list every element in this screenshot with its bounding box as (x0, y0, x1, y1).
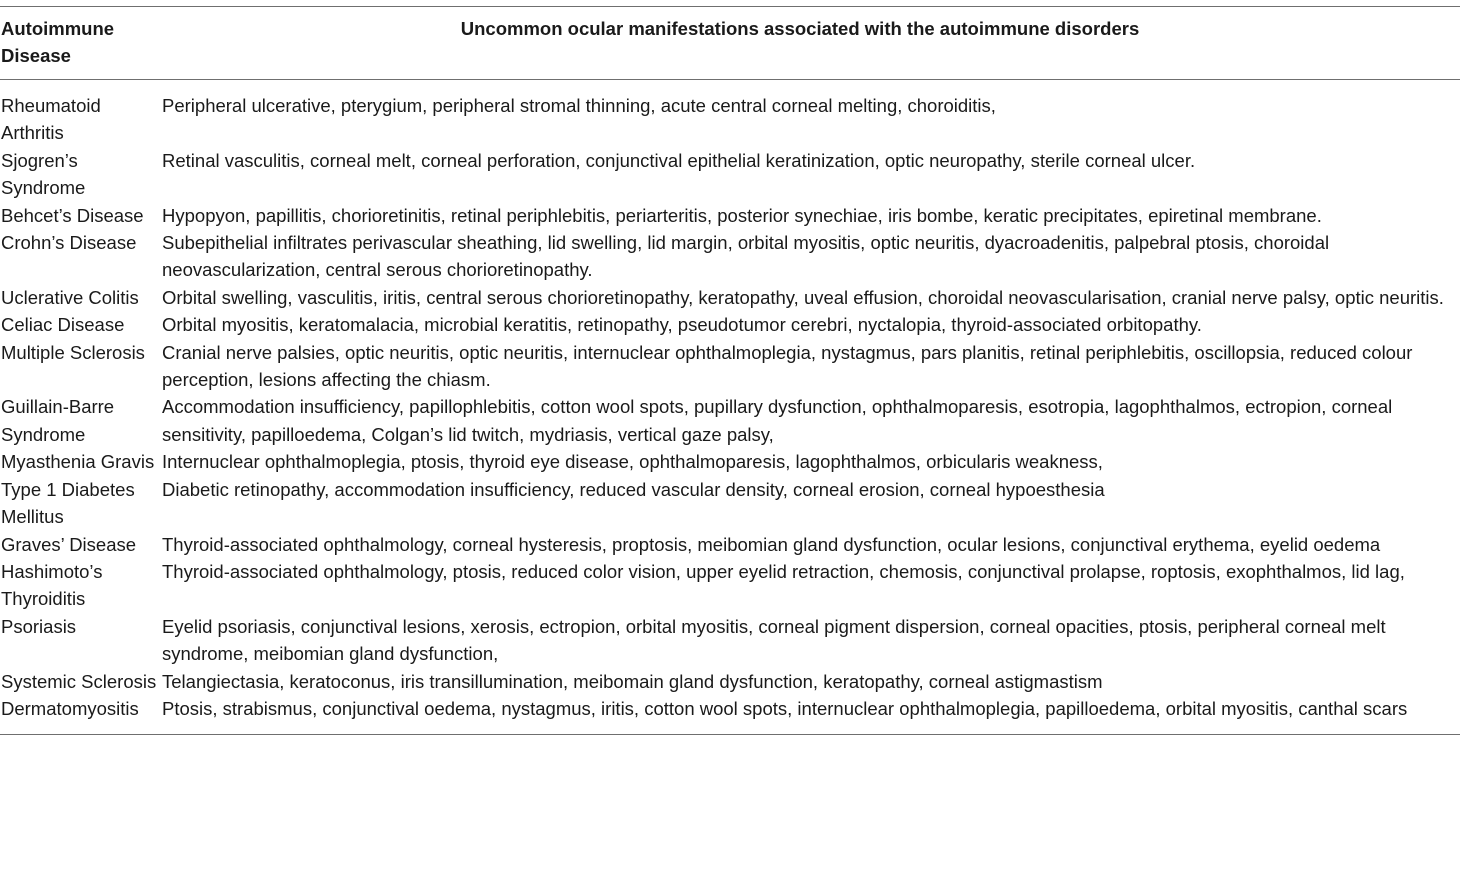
disease-cell: Rheumatoid Arthritis (1, 95, 101, 144)
disease-cell: Guillain-Barre Syndrome (1, 396, 115, 445)
disease-cell: Dermatomyositis (1, 697, 139, 719)
manifestations-cell: Internuclear ophthalmoplegia, ptosis, thyroid eye disease, ophthalmoparesis, lagophthalmos, orbicularis weakness, (162, 451, 1103, 473)
disease-cell: Crohn’s Disease (1, 232, 137, 254)
disease-cell: Psoriasis (1, 615, 77, 637)
manifestations-cell: Peripheral ulcerative, pterygium, peripheral stromal thinning, acute central corneal melting, choroiditis, (162, 95, 996, 116)
table-row (0, 695, 1460, 735)
table-body (0, 80, 1460, 735)
manifestations-cell: Thyroid-associated ophthalmology, corneal hysteresis, proptosis, meibomian gland dysfunction, ocular lesions, conjunctival erythema, eyelid oedema (162, 533, 1381, 555)
table-row (0, 558, 1460, 613)
disease-cell: Systemic Sclerosis (1, 670, 157, 692)
table-row (0, 147, 1460, 202)
table-row (0, 339, 1460, 394)
disease-cell: Type 1 Diabetes Mellitus (1, 478, 135, 528)
manifestations-cell: Cranial nerve palsies, optic neuritis, optic neuritis, internuclear ophthalmoplegia, nystagmus, pars planitis, retinal periphlebitis, oscillopsia, reduced colour perception, lesions affecting the chiasm. (162, 341, 1413, 391)
manifestations-cell: Ptosis, strabismus, conjunctival oedema, nystagmus, iritis, cotton wool spots, internuclear ophthalmoplegia, papilloedema, orbital myositis, canthal scars (162, 697, 1408, 719)
manifestations-cell: Thyroid-associated ophthalmology, ptosis, reduced color vision, upper eyelid retraction, chemosis, conjunctival prolapse, roptosis, exophthalmos, lid lag, (162, 560, 1405, 582)
header-disease: Autoimmune Disease (0, 7, 160, 80)
ocular-manifestations-table (0, 6, 1460, 735)
manifestations-cell: Accommodation insufficiency, papillophlebitis, cotton wool spots, pupillary dysfunction, ophthalmoparesis, esotropia, lagophthalmos, ectropion, corneal sensitivity, papilloedema, Colgan’s lid twitch, mydriasis, vertical gaze palsy, (162, 396, 1393, 445)
table-row (0, 202, 1460, 229)
manifestations-cell: Orbital swelling, vasculitis, iritis, central serous chorioretinopathy, keratopathy, uveal effusion, choroidal neovascularisation, cranial nerve palsy, optic neuritis. (162, 286, 1444, 308)
table-row (0, 229, 1460, 284)
table-row (0, 613, 1460, 668)
header-row (0, 7, 1460, 80)
disease-cell: Celiac Disease (1, 314, 125, 336)
table-row (0, 448, 1460, 475)
table-row (0, 284, 1460, 311)
manifestations-cell: Retinal vasculitis, corneal melt, corneal perforation, conjunctival epithelial keratinization, optic neuropathy, sterile corneal ulcer. (162, 149, 1196, 171)
disease-cell: Graves’ Disease (1, 533, 137, 555)
header-manifestations: Uncommon ocular manifestations associated with the autoimmune disorders (160, 7, 1460, 80)
table-row (0, 80, 1460, 147)
table-row (0, 393, 1460, 448)
manifestations-cell: Orbital myositis, keratomalacia, microbial keratitis, retinopathy, pseudotumor cerebri, nyctalopia, thyroid-associated orbitopathy. (162, 314, 1202, 336)
disease-cell: Behcet’s Disease (1, 204, 144, 226)
table-row (0, 476, 1460, 531)
disease-cell: Multiple Sclerosis (1, 341, 145, 363)
manifestations-cell: Hypopyon, papillitis, chorioretinitis, retinal periphlebitis, periarteritis, posterior synechiae, iris bombe, keratic precipitates, epiretinal membrane. (162, 204, 1322, 226)
manifestations-cell: Subepithelial infiltrates perivascular sheathing, lid swelling, lid margin, orbital myositis, optic neuritis, dyacroadenitis, palpebral ptosis, choroidal neovascularization, central serous chorioretinopathy. (162, 232, 1330, 281)
disease-cell: Hashimoto’s Thyroiditis (1, 560, 103, 610)
manifestations-cell: Telangiectasia, keratoconus, iris transillumination, meibomain gland dysfunction, keratopathy, corneal astigmastism (162, 670, 1103, 692)
table-row (0, 531, 1460, 558)
disease-cell: Sjogren’s Syndrome (1, 149, 86, 199)
manifestations-cell: Eyelid psoriasis, conjunctival lesions, xerosis, ectropion, orbital myositis, corneal pigment dispersion, corneal opacities, ptosis, peripheral corneal melt syndrome, meibomian gland dysfunction, (162, 615, 1386, 665)
table-header (0, 7, 1460, 80)
disease-cell: Uclerative Colitis (1, 286, 139, 308)
disease-cell: Myasthenia Gravis (1, 451, 155, 473)
table-row (0, 311, 1460, 338)
table-row (0, 668, 1460, 695)
manifestations-cell: Diabetic retinopathy, accommodation insufficiency, reduced vascular density, corneal erosion, corneal hypoesthesia (162, 478, 1105, 500)
